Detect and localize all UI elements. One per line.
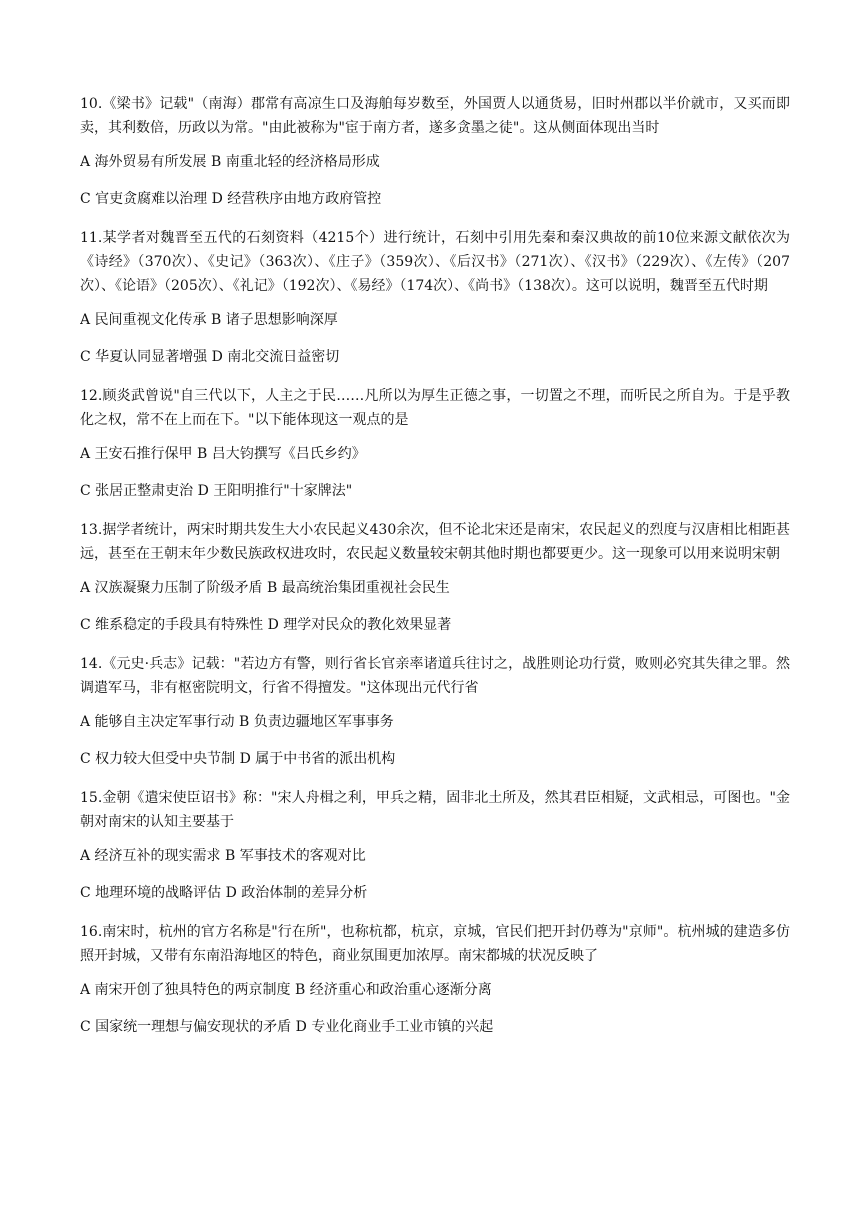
- question-stem: 11.某学者对魏晋至五代的石刻资料（4215个）进行统计，石刻中引用先秦和秦汉典故的前10位来源文献依次为《诗经》（370次）、《史记》（363次）、《庄子》（359次）、《后汉书》（271次）、《汉书》（229次）、《左传》（207次）、《论语》（205次）、《礼记》（192次）、《易经》（174次）、《尚书》（138次）。这可以说明，魏晋至五代时期: [80, 230, 790, 294]
- question-15: [80, 786, 790, 903]
- option-line-cd: C 权力较大但受中央节制 D 属于中书省的派出机构: [80, 751, 396, 767]
- option-line-cd: C 官吏贪腐难以治理 D 经营秩序由地方政府管控: [80, 191, 382, 207]
- question-stem: 13.据学者统计，两宋时期共发生大小农民起义430余次，但不论北宋还是南宋，农民起义的烈度与汉唐相比相距甚远，甚至在王朝末年少数民族政权进攻时，农民起义数量较宋朝其他时期也都要更少。这一现象可以用来说明宋朝: [80, 522, 790, 562]
- option-line-ab: A 能够自主决定军事行动 B 负责边疆地区军事事务: [80, 714, 394, 730]
- question-12: [80, 384, 790, 501]
- option-line-ab: A 南宋开创了独具特色的两京制度 B 经济重心和政治重心逐渐分离: [80, 982, 492, 998]
- option-line-ab: A 经济互补的现实需求 B 军事技术的客观对比: [80, 848, 366, 864]
- question-11: [80, 226, 790, 367]
- option-line-cd: C 张居正整肃吏治 D 王阳明推行"十家牌法": [80, 483, 353, 499]
- option-line-ab: A 民间重视文化传承 B 诸子思想影响深厚: [80, 312, 338, 328]
- option-line-cd: C 维系稳定的手段具有特殊性 D 理学对民众的教化效果显著: [80, 617, 452, 633]
- question-stem: 12.顾炎武曾说"自三代以下，人主之于民……凡所以为厚生正德之事，一切置之不理，而听民之所自为。于是乎教化之权，常不在上而在下。"以下能体现这一观点的是: [80, 388, 790, 428]
- option-line-cd: C 国家统一理想与偏安现状的矛盾 D 专业化商业手工业市镇的兴起: [80, 1019, 494, 1035]
- option-line-cd: C 华夏认同显著增强 D 南北交流日益密切: [80, 349, 340, 365]
- option-line-ab: A 王安石推行保甲 B 吕大钧撰写《吕氏乡约》: [80, 446, 366, 462]
- question-10: [80, 92, 790, 209]
- question-16: [80, 920, 790, 1037]
- question-14: [80, 652, 790, 769]
- question-13: [80, 518, 790, 635]
- question-stem: 15.金朝《遣宋使臣诏书》称："宋人舟楫之利，甲兵之精，固非北土所及，然其君臣相疑，文武相忌，可图也。"金朝对南宋的认知主要基于: [80, 790, 790, 830]
- exam-page: [80, 92, 790, 1054]
- question-stem: 10.《梁书》记载"（南海）郡常有高凉生口及海舶每岁数至，外国贾人以通货易，旧时州郡以半价就市，又买而即卖，其利数倍，历政以为常。"由此被称为"宦于南方者，遂多贪墨之徒"。这从侧面体现出当时: [80, 96, 790, 136]
- option-line-ab: A 海外贸易有所发展 B 南重北轻的经济格局形成: [80, 154, 380, 170]
- option-line-cd: C 地理环境的战略评估 D 政治体制的差异分析: [80, 885, 368, 901]
- question-stem: 16.南宋时，杭州的官方名称是"行在所"，也称杭都，杭京，京城，官民们把开封仍尊为"京师"。杭州城的建造多仿照开封城，又带有东南沿海地区的特色，商业氛围更加浓厚。南宋都城的状况反映了: [80, 924, 790, 964]
- question-stem: 14.《元史·兵志》记载："若边方有警，则行省长官亲率诸道兵往讨之，战胜则论功行赏，败则必究其失律之罪。然调遣军马，非有枢密院明文，行省不得擅发。"这体现出元代行省: [80, 656, 790, 696]
- option-line-ab: A 汉族凝聚力压制了阶级矛盾 B 最高统治集团重视社会民生: [80, 580, 450, 596]
